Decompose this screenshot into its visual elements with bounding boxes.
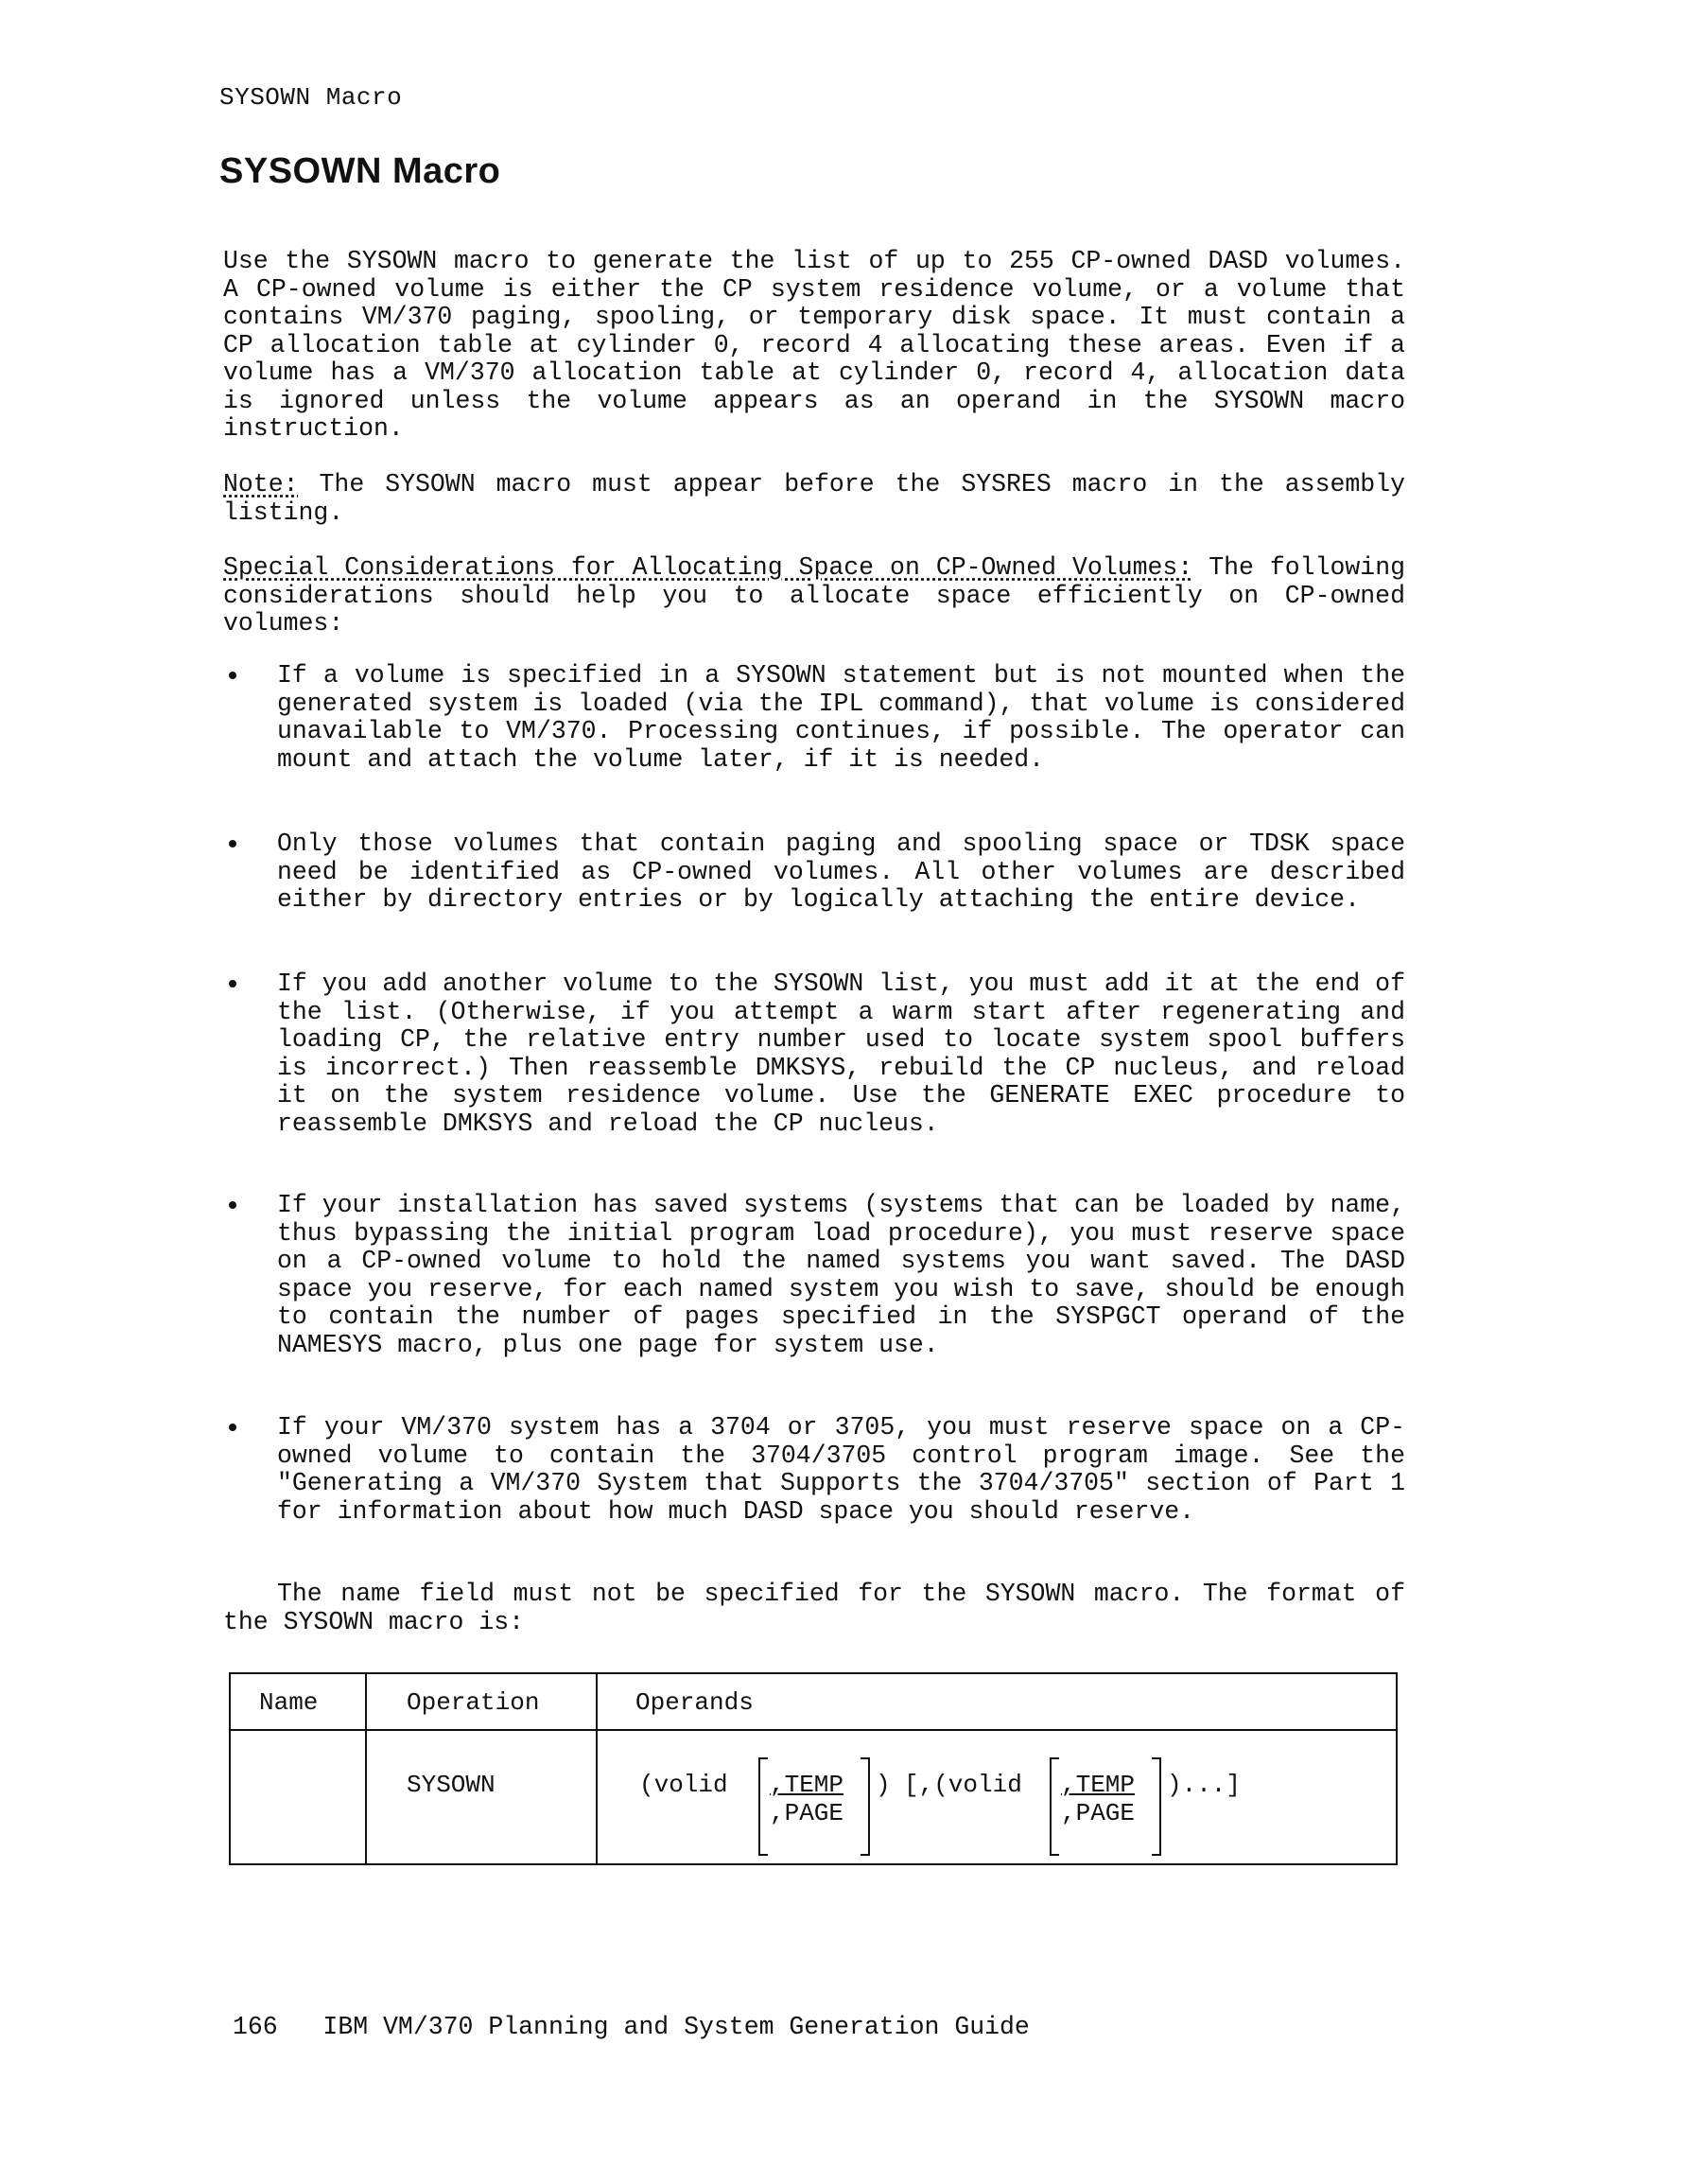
bullet-text: Only those volumes that contain paging and spooling space or TDSK space need be identified as CP-owned volumes. All other volumes are described either by directory entries or by logically attaching the entire device. [277, 830, 1405, 914]
intro-paragraph: Use the SYSOWN macro to generate the list of up to 255 CP-owned DASD volumes. A CP-owned volume is either the CP system residence volume, or a volume that contains VM/370 paging, spooling, or temporary disk space. It must contain a CP allocation table at cylinder 0, record 4 allocating these areas. Even if a volume has a VM/370 allocation table at cylinder 0, record 4, allocation data is ignored unless the volume appears as an operand in the SYSOWN macro instruction. [223, 247, 1405, 443]
column-divider [365, 1674, 367, 1863]
special-considerations-text: The following considerations should help you to allocate space efficiently on CP-owned volumes: [223, 553, 1406, 638]
bullet-text: If your installation has saved systems (systems that can be loaded by name, thus bypassing the initial program load procedure), you must reserve space on a CP-owned volume to hold the named systems you want saved. The DASD space you reserve, for each named system you wish to save, should be enough to contain the number of pages specified in the SYSPGCT operand of the NAMESYS macro, plus one page for system use. [277, 1191, 1405, 1359]
header-divider [231, 1729, 1396, 1731]
bullet-icon [229, 672, 236, 679]
bullet-icon [229, 1424, 236, 1431]
bracket-left [758, 1757, 768, 1856]
bullet-text: If your VM/370 system has a 3704 or 3705, you must reserve space on a CP-owned volume to contain the 3704/3705 control program image. See the "Generating a VM/370 System that Supports the 3704/3705" section of Part 1 for information about how much DASD space you should reserve. [277, 1413, 1405, 1526]
operand-1-prefix: (volid [639, 1771, 728, 1799]
column-divider [596, 1674, 598, 1863]
operand-1-close: ) [876, 1771, 891, 1799]
format-intro-paragraph: The name field must not be specified for the SYSOWN macro. The format of the SYSOWN macro is: [223, 1580, 1405, 1636]
bullet-icon [229, 980, 236, 987]
operand-1-default: ,TEMP [770, 1771, 844, 1799]
operand-2-alternate: ,PAGE [1061, 1799, 1136, 1827]
bullet-text: If a volume is specified in a SYSOWN statement but is not mounted when the generated system is loaded (via the IPL command), that volume is considered unavailable to VM/370. Processing continues, if possible. The operator can mount and attach the volume later, if it is needed. [277, 661, 1405, 774]
header-operands: Operands [635, 1688, 754, 1717]
bullet-text: If you add another volume to the SYSOWN list, you must add it at the end of the list. (Otherwise, if you attempt a warm start after regenerating and loading CP, the relative entry number used to locate system spool buffers is incorrect.) Then reassemble DMKSYS, rebuild the CP nucleus, and reload it on the system residence volume. Use the GENERATE EXEC procedure to reassemble DMKSYS and reload the CP nucleus. [277, 970, 1405, 1138]
operand-2-prefix: [,(volid [904, 1771, 1022, 1799]
note-label: Note: [223, 470, 299, 498]
operand-2-default: ,TEMP [1061, 1771, 1136, 1799]
bracket-right [1152, 1757, 1161, 1856]
bracket-left [1050, 1757, 1059, 1856]
special-considerations-paragraph [223, 554, 1405, 638]
running-head: SYSOWN Macro [219, 83, 403, 112]
bullet-icon [229, 840, 236, 847]
page-footer: 166 IBM VM/370 Planning and System Generation Guide [233, 2013, 1030, 2041]
special-considerations-heading: Special Considerations for Allocating Space on CP-Owned Volumes: [223, 553, 1193, 582]
syntax-table [229, 1672, 1398, 1865]
operand-1-alternate: ,PAGE [770, 1799, 844, 1827]
operation-value: SYSOWN [407, 1771, 496, 1799]
note-paragraph [223, 471, 1405, 527]
bullet-icon [229, 1201, 236, 1209]
header-operation: Operation [407, 1688, 540, 1717]
note-text: The SYSOWN macro must appear before the SYSRES macro in the assembly listing. [223, 470, 1405, 527]
bracket-right [861, 1757, 870, 1856]
page-title: SYSOWN Macro [219, 151, 501, 191]
operand-2-close: )...] [1167, 1771, 1242, 1799]
header-name: Name [259, 1688, 319, 1717]
